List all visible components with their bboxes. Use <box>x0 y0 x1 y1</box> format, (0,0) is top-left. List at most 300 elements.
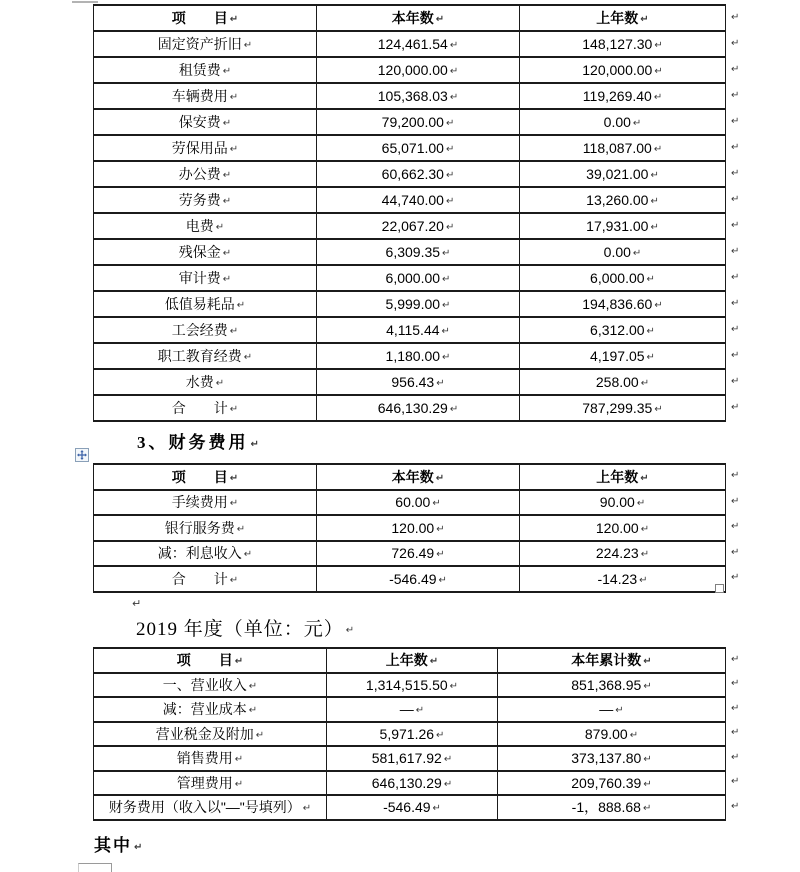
paragraph-mark: ↵ <box>643 754 652 766</box>
table-cell[interactable] <box>498 722 726 747</box>
table-row <box>94 57 726 83</box>
empty-paragraph-mark: ↵ <box>132 597 142 610</box>
table-cell[interactable] <box>317 135 520 161</box>
cell-text: 120.00 <box>391 519 435 536</box>
table-row <box>94 541 726 567</box>
cell-text: — <box>399 701 414 718</box>
end-of-row-mark: ↵ <box>731 37 740 49</box>
paragraph-mark: ↵ <box>629 729 639 741</box>
paragraph-mark: ↵ <box>435 472 445 484</box>
end-of-row-marks <box>731 463 739 591</box>
paragraph-mark: ↵ <box>236 523 246 535</box>
table-cell[interactable] <box>94 135 317 161</box>
paragraph-mark: ↵ <box>255 729 265 741</box>
move-arrows-icon <box>77 450 87 460</box>
cell-text: 管理费用 <box>176 774 233 791</box>
cell-text: 4,197.05 <box>590 348 645 364</box>
cell-text: 581,617.92 <box>371 750 442 767</box>
paragraph-mark: ↵ <box>229 143 239 155</box>
end-of-row-mark: ↵ <box>731 401 740 413</box>
paragraph-mark: ↵ <box>302 803 312 815</box>
cell-text: 银行服务费 <box>164 519 235 536</box>
paragraph-mark: ↵ <box>222 195 232 207</box>
paragraph-mark: ↵ <box>229 13 239 25</box>
paragraph-mark: ↵ <box>445 221 455 233</box>
section-heading-financial-expenses[interactable] <box>137 428 262 453</box>
table-cell[interactable] <box>520 83 726 109</box>
cell-text: 148,127.30 <box>582 36 653 52</box>
header-cell[interactable] <box>327 648 498 673</box>
paragraph-mark: ↵ <box>250 438 262 450</box>
cell-text: -14.23 <box>597 570 638 587</box>
cell-text: 124,461.54 <box>377 36 448 52</box>
header-row <box>94 648 726 673</box>
table-cell[interactable] <box>520 109 726 135</box>
paragraph-mark: ↵ <box>449 39 459 51</box>
cell-text: 6,000.00 <box>385 270 441 286</box>
paragraph-mark: ↵ <box>243 39 253 51</box>
paragraph-mark: ↵ <box>134 841 145 853</box>
cell-text: 6,312.00 <box>590 322 645 338</box>
cell-text: 项 目 <box>171 10 228 26</box>
paragraph-mark: ↵ <box>436 377 445 389</box>
paragraph-mark: ↵ <box>222 117 232 129</box>
table-cell[interactable] <box>520 343 726 369</box>
end-of-row-mark: ↵ <box>731 11 740 23</box>
table-cell[interactable] <box>94 541 317 567</box>
among-which-text: 其中 <box>94 836 132 855</box>
cell-text: 646,130.29 <box>371 774 442 791</box>
paragraph-mark: ↵ <box>234 754 244 766</box>
table-cell[interactable] <box>94 746 327 771</box>
paragraph-mark: ↵ <box>653 143 663 155</box>
paragraph-mark: ↵ <box>445 143 455 155</box>
end-of-row-mark: ↵ <box>731 349 740 361</box>
table-cell[interactable] <box>317 369 520 395</box>
paragraph-mark: ↵ <box>445 169 455 181</box>
table-row <box>94 673 726 698</box>
table-cell[interactable] <box>317 239 520 265</box>
financial-expenses-table-section <box>93 463 739 593</box>
cell-text: 手续费用 <box>171 494 228 511</box>
paragraph-mark: ↵ <box>643 680 652 692</box>
end-of-row-mark: ↵ <box>731 751 740 763</box>
end-of-row-mark: ↵ <box>731 219 740 231</box>
end-of-row-mark: ↵ <box>731 63 740 75</box>
table-cell[interactable] <box>317 31 520 57</box>
table-cell[interactable] <box>94 161 317 187</box>
table-row <box>94 83 726 109</box>
table-cell[interactable] <box>498 795 726 820</box>
table-cell[interactable] <box>317 291 520 317</box>
table-cell[interactable] <box>520 135 726 161</box>
paragraph-mark: ↵ <box>640 13 649 25</box>
paragraph-mark: ↵ <box>443 778 453 790</box>
cell-text: 水费 <box>185 374 214 390</box>
table-cell[interactable] <box>317 83 520 109</box>
table-row <box>94 722 726 747</box>
cell-text: 减：利息收入 <box>157 545 242 562</box>
table-cell[interactable] <box>94 395 317 421</box>
paragraph-mark: ↵ <box>222 273 232 285</box>
table-cell[interactable] <box>498 771 726 796</box>
end-of-row-mark: ↵ <box>731 89 740 101</box>
table-row <box>94 343 726 369</box>
paragraph-mark: ↵ <box>345 625 356 637</box>
cell-text: 销售费用 <box>176 750 233 767</box>
cell-text: 956.43 <box>391 374 435 390</box>
table-cell[interactable] <box>94 239 317 265</box>
table-cell[interactable] <box>520 395 726 421</box>
paragraph-mark: ↵ <box>234 656 244 668</box>
table-cell[interactable] <box>327 795 498 820</box>
table-cell[interactable] <box>520 369 726 395</box>
header-cell[interactable] <box>498 648 726 673</box>
end-of-row-mark: ↵ <box>731 271 740 283</box>
cell-text: 258.00 <box>595 374 639 390</box>
table-cell[interactable] <box>520 31 726 57</box>
table-cell[interactable] <box>317 343 520 369</box>
paragraph-mark: ↵ <box>654 39 663 51</box>
cell-text: 合 计 <box>171 570 228 587</box>
table-cell[interactable] <box>520 239 726 265</box>
table-row <box>94 490 726 516</box>
table-cell[interactable] <box>317 265 520 291</box>
end-of-row-mark: ↵ <box>731 193 740 205</box>
paragraph-mark: ↵ <box>442 351 451 363</box>
table-row <box>94 369 726 395</box>
paragraph-mark: ↵ <box>442 299 451 311</box>
table-cell[interactable] <box>520 187 726 213</box>
paragraph-mark: ↵ <box>643 778 652 790</box>
cell-text: 17,931.00 <box>586 218 649 234</box>
income-statement-table-section <box>93 647 739 821</box>
paragraph-mark: ↵ <box>436 729 445 741</box>
table-row <box>94 239 726 265</box>
paragraph-mark: ↵ <box>415 705 425 717</box>
paragraph-mark: ↵ <box>436 549 445 561</box>
paragraph-mark: ↵ <box>229 325 239 337</box>
cell-text: 726.49 <box>391 545 435 562</box>
page-margin-line <box>72 1 98 3</box>
table-cell[interactable] <box>498 746 726 771</box>
header-row <box>94 5 726 31</box>
paragraph-mark: ↵ <box>215 221 225 233</box>
paragraph-mark: ↵ <box>222 169 232 181</box>
table-cell[interactable] <box>94 697 327 722</box>
paragraph-mark: ↵ <box>429 656 439 668</box>
paragraph-mark: ↵ <box>248 705 258 717</box>
table-cell[interactable] <box>94 673 327 698</box>
paragraph-mark: ↵ <box>654 403 663 415</box>
paragraph-mark: ↵ <box>229 91 239 103</box>
paragraph-mark: ↵ <box>432 498 441 510</box>
cell-text: 上年数 <box>385 652 428 669</box>
end-of-row-mark: ↵ <box>731 776 740 788</box>
end-of-row-mark: ↵ <box>731 546 740 558</box>
table-row <box>94 771 726 796</box>
paragraph-mark: ↵ <box>650 221 659 233</box>
paragraph-mark: ↵ <box>650 169 659 181</box>
cell-text: 6,000.00 <box>590 270 645 286</box>
end-of-row-mark: ↵ <box>731 297 740 309</box>
table-cell[interactable] <box>317 109 520 135</box>
paragraph-mark: ↵ <box>449 65 459 77</box>
cell-text: 194,836.60 <box>582 296 653 312</box>
paragraph-mark: ↵ <box>639 574 648 586</box>
table-cell[interactable] <box>327 697 498 722</box>
paragraph-mark: ↵ <box>646 351 655 363</box>
table-cell[interactable] <box>94 213 317 239</box>
header-cell[interactable] <box>94 648 327 673</box>
paragraph-mark: ↵ <box>654 299 663 311</box>
table-cell[interactable] <box>94 317 317 343</box>
paragraph-mark: ↵ <box>215 377 225 389</box>
table-row <box>94 566 726 592</box>
cell-text: 105,368.03 <box>377 88 448 104</box>
cell-text: 879.00 <box>584 725 628 742</box>
header-cell[interactable] <box>94 5 317 31</box>
paragraph-mark: ↵ <box>236 299 246 311</box>
expenses-table-section <box>93 4 739 422</box>
cell-text: 劳务费 <box>178 192 221 208</box>
cell-text: 电费 <box>185 218 214 234</box>
cell-text: 工会经费 <box>171 322 228 338</box>
end-of-row-mark: ↵ <box>731 702 740 714</box>
table-cell[interactable] <box>520 317 726 343</box>
cell-text: 851,368.95 <box>571 676 642 693</box>
paragraph-mark: ↵ <box>640 523 650 535</box>
table-cell[interactable] <box>520 490 726 516</box>
end-of-row-mark: ↵ <box>731 375 740 387</box>
header-cell[interactable] <box>94 464 317 490</box>
end-of-row-mark: ↵ <box>731 572 740 584</box>
header-cell[interactable] <box>317 5 520 31</box>
table-cell[interactable] <box>317 57 520 83</box>
cell-text: 上年数 <box>596 468 639 485</box>
table-row <box>94 213 726 239</box>
end-of-row-mark: ↵ <box>731 470 740 482</box>
paragraph-mark: ↵ <box>445 117 455 129</box>
paragraph-mark: ↵ <box>654 65 663 77</box>
paragraph-mark: ↵ <box>436 523 445 535</box>
table-cell[interactable] <box>317 161 520 187</box>
table-cell[interactable] <box>498 697 726 722</box>
table-cell[interactable] <box>94 795 327 820</box>
table-cell[interactable] <box>520 213 726 239</box>
header-cell[interactable] <box>317 464 520 490</box>
end-of-row-mark: ↵ <box>731 141 740 153</box>
end-of-row-mark: ↵ <box>731 245 740 257</box>
paragraph-mark: ↵ <box>229 472 239 484</box>
paragraph-mark: ↵ <box>632 117 642 129</box>
table-cell[interactable] <box>94 109 317 135</box>
paragraph-mark: ↵ <box>222 65 232 77</box>
table-row <box>94 31 726 57</box>
header-cell[interactable] <box>520 464 726 490</box>
paragraph-mark: ↵ <box>640 472 649 484</box>
paragraph-mark: ↵ <box>642 803 652 815</box>
table-cell[interactable] <box>94 31 317 57</box>
cell-text: 120,000.00 <box>377 62 448 78</box>
cell-text: 保安费 <box>178 114 221 130</box>
cell-text: 44,740.00 <box>381 192 444 208</box>
cell-text: 减：营业成本 <box>162 701 247 718</box>
end-of-row-mark: ↵ <box>731 495 740 507</box>
cell-text: 0.00 <box>603 114 631 130</box>
table-cell[interactable] <box>94 515 317 541</box>
cell-text: 13,260.00 <box>586 192 649 208</box>
cell-text: 39,021.00 <box>586 166 649 182</box>
table-cell[interactable] <box>520 265 726 291</box>
cell-text: -546.49 <box>389 570 437 587</box>
table-cell[interactable] <box>94 187 317 213</box>
table-row <box>94 697 726 722</box>
table-row <box>94 795 726 820</box>
cell-text: 1,180.00 <box>385 348 441 364</box>
cell-text: 职工教育经费 <box>157 348 242 364</box>
end-of-row-mark: ↵ <box>731 653 740 665</box>
table-row <box>94 317 726 343</box>
cell-text: 本年累计数 <box>571 652 642 669</box>
paragraph-mark: ↵ <box>234 778 244 790</box>
table-cell[interactable] <box>327 673 498 698</box>
table-cell[interactable] <box>317 541 520 567</box>
paragraph-mark: ↵ <box>443 754 453 766</box>
cell-text: 118,087.00 <box>582 140 652 156</box>
cell-text: 5,999.00 <box>385 296 441 312</box>
table-cell[interactable] <box>94 490 317 516</box>
table-cell[interactable] <box>317 395 520 421</box>
paragraph-mark: ↵ <box>432 803 441 815</box>
paragraph-mark: ↵ <box>248 680 258 692</box>
cell-text: 120.00 <box>595 519 639 536</box>
end-of-row-marks <box>731 647 739 819</box>
table-row <box>94 135 726 161</box>
paragraph-mark: ↵ <box>646 273 655 285</box>
table-cell[interactable] <box>317 515 520 541</box>
cell-text: 劳保用品 <box>171 140 228 156</box>
end-of-row-mark: ↵ <box>731 678 740 690</box>
year-heading-text: 2019 年度（单位：元） <box>136 619 344 640</box>
table-cell[interactable] <box>520 566 726 592</box>
cell-text: 6,309.35 <box>385 244 441 260</box>
table-cell[interactable] <box>94 566 317 592</box>
cell-text: 373,137.80 <box>571 750 642 767</box>
table-row <box>94 291 726 317</box>
cell-text: 租赁费 <box>178 62 221 78</box>
cell-text: 4,115.44 <box>386 322 440 338</box>
table-cell[interactable] <box>498 673 726 698</box>
paragraph-mark: ↵ <box>229 574 239 586</box>
financial-expenses-table <box>93 463 726 593</box>
end-of-row-marks <box>731 4 739 420</box>
among-which-label[interactable] <box>94 831 144 856</box>
cell-text: 79,200.00 <box>381 114 444 130</box>
table-cell[interactable] <box>94 57 317 83</box>
table-cell[interactable] <box>520 515 726 541</box>
end-of-row-mark: ↵ <box>731 115 740 127</box>
cell-text: -1，888.68 <box>571 799 641 816</box>
table-cell[interactable] <box>94 83 317 109</box>
cell-text: 1,314,515.50 <box>365 676 448 693</box>
paragraph-mark: ↵ <box>646 325 655 337</box>
table-cell[interactable] <box>317 566 520 592</box>
table-cell[interactable] <box>317 490 520 516</box>
table-cell[interactable] <box>327 771 498 796</box>
table-row <box>94 746 726 771</box>
cell-text: 65,071.00 <box>381 140 444 156</box>
paragraph-mark: ↵ <box>640 377 650 389</box>
paragraph-mark: ↵ <box>632 247 642 259</box>
cell-text: 60,662.30 <box>381 166 444 182</box>
paragraph-mark: ↵ <box>449 403 459 415</box>
cell-text: 本年数 <box>391 10 434 26</box>
table-cell[interactable] <box>327 746 498 771</box>
paragraph-mark: ↵ <box>445 195 455 207</box>
cell-text: 车辆费用 <box>171 88 228 104</box>
cell-text: 60.00 <box>395 494 431 511</box>
cell-text: 财务费用（收入以"—"号填列） <box>108 799 301 816</box>
table-cell[interactable] <box>94 369 317 395</box>
table-cell[interactable] <box>327 722 498 747</box>
cell-text: 本年数 <box>391 468 434 485</box>
paragraph-mark: ↵ <box>442 247 451 259</box>
year-heading[interactable] <box>136 614 355 641</box>
section-heading-text: 3、财务费用 <box>137 433 249 452</box>
table-row <box>94 187 726 213</box>
header-row <box>94 464 726 490</box>
table-move-handle-icon[interactable] <box>75 448 89 462</box>
table-cell[interactable] <box>94 771 327 796</box>
table-cell[interactable] <box>520 161 726 187</box>
table-row <box>94 109 726 135</box>
cell-text: 一、营业收入 <box>162 676 247 693</box>
cell-text: 低值易耗品 <box>164 296 235 312</box>
table-row <box>94 161 726 187</box>
table-cell[interactable] <box>94 291 317 317</box>
paragraph-mark: ↵ <box>243 351 253 363</box>
table-cell[interactable] <box>94 343 317 369</box>
table-cell[interactable] <box>317 317 520 343</box>
table-cell[interactable] <box>520 541 726 567</box>
end-of-row-mark: ↵ <box>731 323 740 335</box>
table-cell[interactable] <box>520 57 726 83</box>
paragraph-mark: ↵ <box>442 273 451 285</box>
cell-text: 209,760.39 <box>571 774 642 791</box>
table-cell[interactable] <box>94 722 327 747</box>
cell-text: -546.49 <box>383 799 431 816</box>
paragraph-mark: ↵ <box>653 91 663 103</box>
cell-text: 90.00 <box>599 494 635 511</box>
cell-text: 营业税金及附加 <box>155 725 254 742</box>
table-resize-handle[interactable] <box>715 584 724 593</box>
table-cell[interactable] <box>94 265 317 291</box>
table-row <box>94 395 726 421</box>
table-cell[interactable] <box>520 291 726 317</box>
cell-text: 120,000.00 <box>582 62 653 78</box>
table-cell[interactable] <box>317 213 520 239</box>
paragraph-mark: ↵ <box>229 403 239 415</box>
header-cell[interactable] <box>520 5 726 31</box>
paragraph-mark: ↵ <box>441 325 450 337</box>
cell-text: 0.00 <box>603 244 631 260</box>
cell-text: 残保金 <box>178 244 221 260</box>
cell-text: 5,971.26 <box>379 725 435 742</box>
expenses-table <box>93 4 726 422</box>
table-cell[interactable] <box>317 187 520 213</box>
end-of-row-mark: ↵ <box>731 727 740 739</box>
